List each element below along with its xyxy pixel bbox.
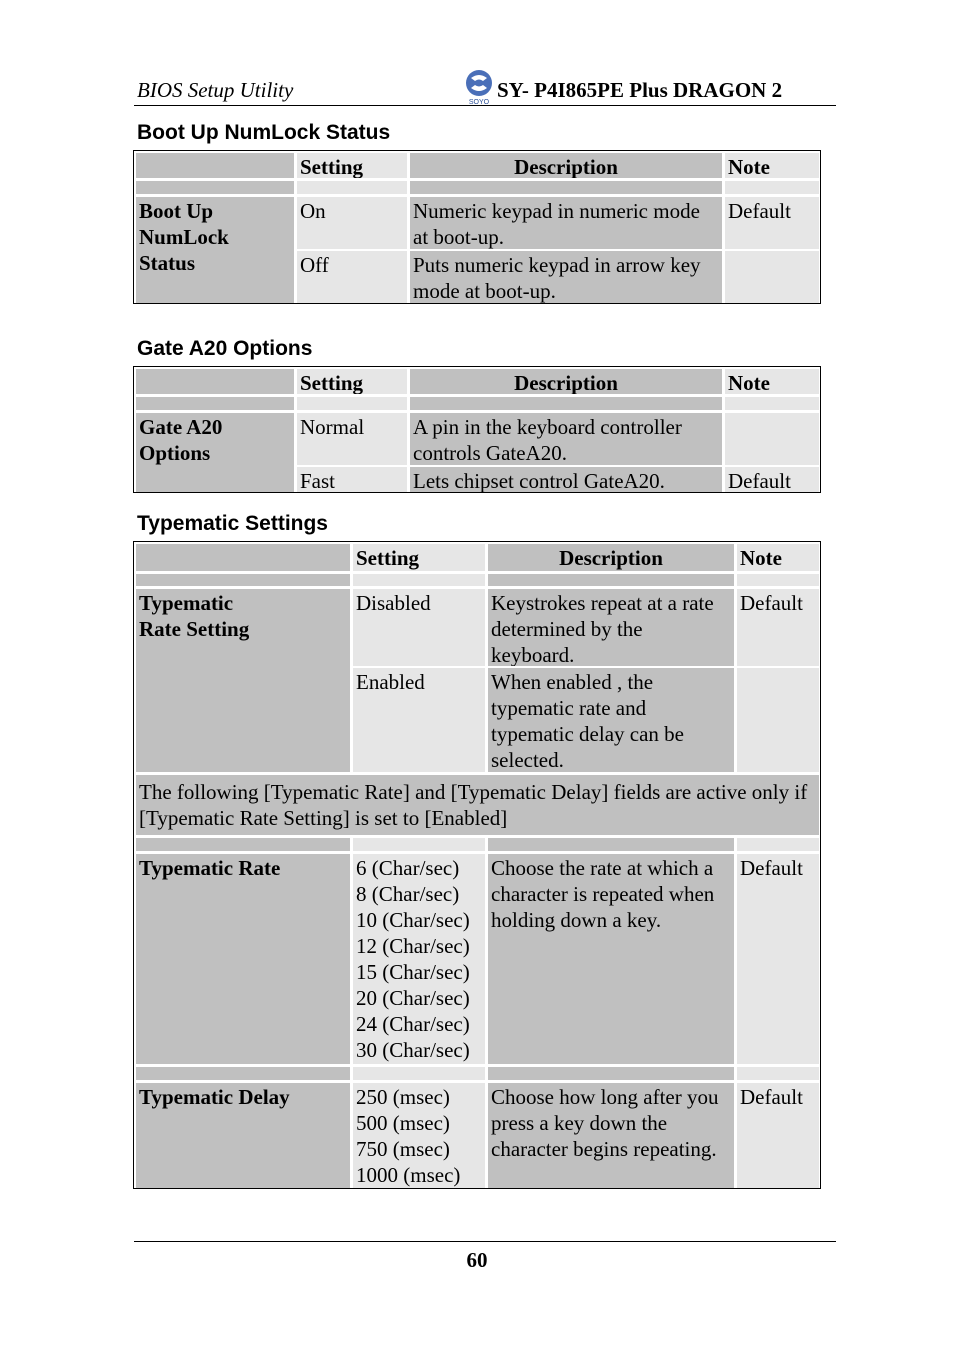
section-title-numlock: Boot Up NumLock Status (137, 121, 391, 144)
col-note: Note (725, 369, 819, 394)
setting-note (737, 668, 819, 772)
spacer (297, 397, 407, 410)
spacer (136, 181, 294, 194)
setting-value: Fast (297, 467, 407, 492)
logo-text: SOYO (468, 99, 490, 106)
item-name: Gate A20 Options (136, 413, 294, 492)
header-blank (136, 369, 294, 394)
spacer (136, 397, 294, 410)
setting-description: Puts numeric keypad in arrow key mode at boot-up. (410, 251, 722, 303)
spacer (353, 1067, 485, 1080)
setting-description: Choose how long after you press a key down the character begins repeating. (488, 1083, 734, 1188)
setting-value: Disabled (353, 589, 485, 666)
spacer (488, 838, 734, 851)
spacer (725, 397, 819, 410)
col-description: Description (410, 153, 722, 178)
setting-description: A pin in the keyboard controller controls GateA20. (410, 413, 722, 465)
col-description: Description (488, 544, 734, 571)
numlock-table (133, 150, 821, 304)
setting-value: 250 (msec) 500 (msec) 750 (msec) 1000 (msec) (353, 1083, 485, 1188)
spacer (353, 838, 485, 851)
section-title-gate-a20: Gate A20 Options (137, 337, 313, 360)
setting-note: Default (725, 467, 819, 492)
spacer (725, 181, 819, 194)
setting-description: Numeric keypad in numeric mode at boot-up. (410, 197, 722, 249)
spacer (488, 574, 734, 586)
spacer (353, 574, 485, 586)
col-setting: Setting (353, 544, 485, 571)
header-blank (136, 153, 294, 178)
header-model: SY- P4I865PE Plus DRAGON 2 (497, 78, 783, 102)
col-description: Description (410, 369, 722, 394)
spacer (737, 1067, 819, 1080)
spacer (136, 574, 350, 586)
spacer (297, 181, 407, 194)
setting-note: Default (737, 1083, 819, 1188)
header-title: BIOS Setup Utility (137, 78, 294, 102)
section-title-typematic: Typematic Settings (137, 512, 328, 535)
setting-note (725, 413, 819, 465)
spacer (410, 181, 722, 194)
setting-note: Default (737, 589, 819, 666)
setting-description: When enabled , the typematic rate and typematic delay can be selected. (488, 668, 734, 772)
item-name: Typematic Rate (136, 854, 350, 1064)
col-note: Note (737, 544, 819, 571)
header-divider (134, 105, 836, 106)
setting-value: Normal (297, 413, 407, 465)
setting-description: Keystrokes repeat at a rate determined by the keyboard. (488, 589, 734, 666)
footer-divider (134, 1241, 836, 1242)
col-setting: Setting (297, 369, 407, 394)
setting-value: Enabled (353, 668, 485, 772)
item-name: Boot Up NumLock Status (136, 197, 294, 303)
item-name: Typematic Delay (136, 1083, 350, 1188)
spacer (136, 1067, 350, 1080)
typematic-table (133, 541, 821, 1189)
setting-value: Off (297, 251, 407, 303)
setting-note: Default (737, 854, 819, 1064)
col-setting: Setting (297, 153, 407, 178)
setting-note: Default (725, 197, 819, 249)
spacer (488, 1067, 734, 1080)
setting-note (725, 251, 819, 303)
setting-value: On (297, 197, 407, 249)
soyo-logo-icon (462, 68, 496, 106)
item-name: Typematic Rate Setting (136, 589, 350, 772)
setting-value: 6 (Char/sec) 8 (Char/sec) 10 (Char/sec) 12 (Char/sec) 15 (Char/sec) 20 (Char/sec) 24 (Char/sec) 30 (Char/sec) (353, 854, 485, 1064)
setting-description: Lets chipset control GateA20. (410, 467, 722, 492)
spacer (136, 838, 350, 851)
setting-description: Choose the rate at which a character is repeated when holding down a key. (488, 854, 734, 1064)
spacer (737, 838, 819, 851)
gate-a20-table (133, 366, 821, 493)
page-number: 60 (466, 1248, 488, 1272)
spacer (737, 574, 819, 586)
notice-text: The following [Typematic Rate] and [Typematic Delay] fields are active only if [Typematic Rate Setting] is set to [Enabled] (136, 775, 819, 835)
header-blank (136, 544, 350, 571)
col-note: Note (725, 153, 819, 178)
spacer (410, 397, 722, 410)
